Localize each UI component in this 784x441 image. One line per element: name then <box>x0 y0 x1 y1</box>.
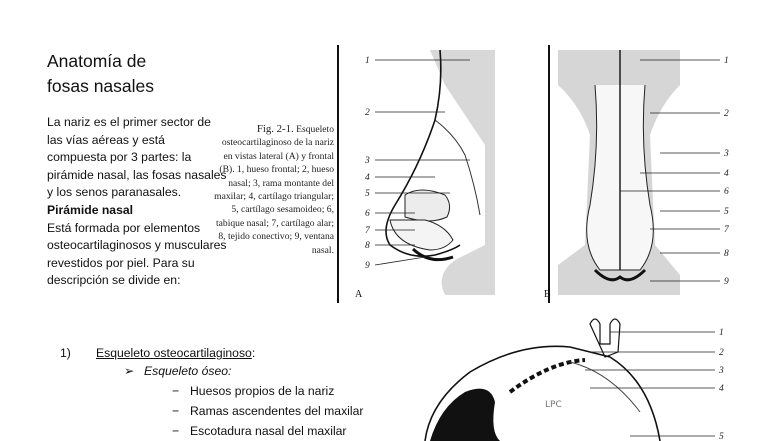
bullet-text: Huesos propios de la nariz <box>190 384 335 398</box>
bullet-text: Escotadura nasal del maxilar <box>190 424 347 438</box>
list-item <box>172 401 363 421</box>
alar-cartilage <box>390 220 453 250</box>
label-1: 1 <box>724 56 729 66</box>
turbinate-dark-region <box>430 389 500 441</box>
bullet-text: Ramas ascendentes del maxilar <box>190 404 364 418</box>
label-6: 6 <box>724 187 729 197</box>
label-4: 4 <box>724 169 729 179</box>
panel-border <box>548 45 550 303</box>
section-text: Está formada por elementos osteocartilaginosos y musculares revestidos por piel. Para su descripción se divide en: <box>47 220 227 288</box>
label-3: 3 <box>724 149 729 159</box>
label-2: 2 <box>724 109 729 119</box>
list-item-text: Esqueleto osteocartilaginoso <box>96 346 252 360</box>
caption-text: Esqueleto osteocartilaginoso de la nariz en vistas lateral (A) y frontal (B). 1, hueso frontal; 2, hueso nasal; 3, rama montante del maxilar; 4, cartílago triangular; 5, cartílago sesamoideo; 6, tabique nasal; 7, cartílago alar; 8, tejido conectivo; 9, ventana nasal. <box>214 124 334 256</box>
dash-bullet: − <box>172 404 180 418</box>
label-7: 7 <box>365 226 370 236</box>
label-8: 8 <box>365 241 370 251</box>
dash-bullet: − <box>172 384 180 398</box>
panel-border <box>337 45 339 303</box>
leader-line <box>375 257 425 265</box>
label-3: 3 <box>365 156 370 166</box>
numbered-list-item <box>60 345 255 362</box>
label-2: 2 <box>365 108 370 118</box>
label-4: 4 <box>365 173 370 183</box>
label-4: 4 <box>719 384 724 394</box>
title-line-2: fosas nasales <box>47 76 155 96</box>
title-line-1: Anatomía de <box>47 51 147 71</box>
label-6: 6 <box>365 209 370 219</box>
septum-edge <box>570 362 640 412</box>
label-1: 1 <box>365 56 370 66</box>
label-1: 1 <box>719 328 724 338</box>
list-item <box>172 421 363 441</box>
list-item-suffix: : <box>251 346 256 360</box>
label-7: 7 <box>724 225 729 235</box>
dash-bullet: − <box>172 424 180 438</box>
cartilage-chain <box>510 360 585 392</box>
list-item <box>172 381 363 401</box>
nose-frontal-illustration <box>540 45 740 305</box>
label-8: 8 <box>724 249 729 259</box>
lpc-annotation: LPC <box>545 400 562 410</box>
label-3: 3 <box>719 366 724 376</box>
nose-lateral-illustration <box>335 45 545 305</box>
intro-text: La nariz es el primer sector de las vías aéreas y está compuesta por 3 partes: la pirámide nasal, las fosas nasales y los senos paranasales. <box>47 115 227 200</box>
label-2: 2 <box>719 348 724 358</box>
panel-label-b: B <box>544 289 551 300</box>
caption-title: Fig. 2-1. <box>256 123 294 135</box>
frontal-sinus-outline <box>590 319 620 357</box>
sub-list-item <box>124 363 231 380</box>
figure-caption <box>214 123 334 257</box>
triangular-cartilage <box>405 190 450 221</box>
bullet-list <box>172 381 363 441</box>
label-5: 5 <box>365 189 370 199</box>
intro-paragraph <box>47 114 227 290</box>
label-5: 5 <box>719 432 724 441</box>
slide-title <box>47 49 237 99</box>
arrow-bullet-icon: ➢ <box>124 364 135 378</box>
label-9: 9 <box>724 277 729 287</box>
panel-label-a: A <box>355 289 363 300</box>
section-heading: Pirámide nasal <box>47 202 134 217</box>
label-5: 5 <box>724 207 729 217</box>
nasal-sagittal-illustration <box>410 312 740 441</box>
sub-item-text: Esqueleto óseo: <box>144 364 232 378</box>
label-9: 9 <box>365 261 370 271</box>
list-number: 1) <box>60 346 71 360</box>
